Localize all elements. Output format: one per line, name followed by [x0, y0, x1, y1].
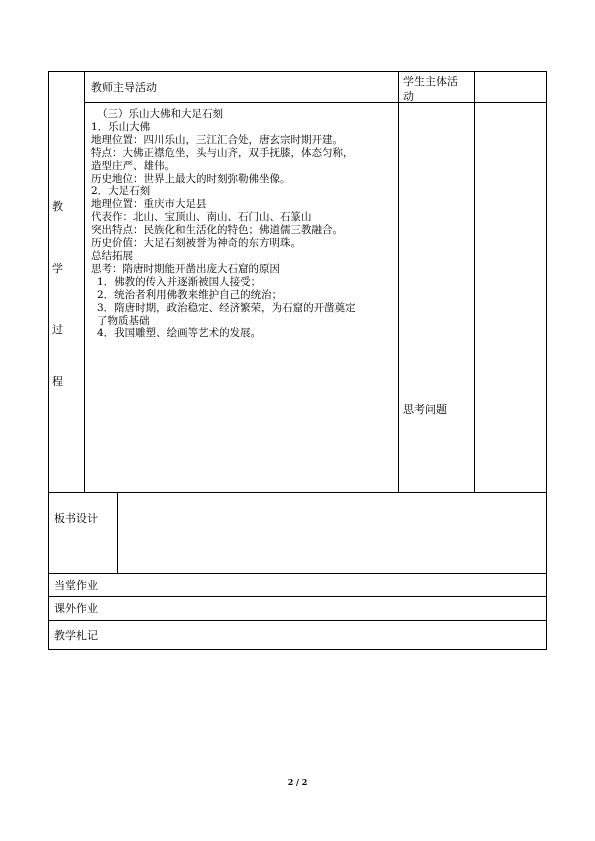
header-student-activity-line2: 动	[403, 90, 414, 103]
content-line: 突出特点：民族化和生活化的特色；佛道儒三教融合。	[91, 224, 343, 237]
header-teacher-activity: 教师主导活动	[91, 81, 157, 94]
content-line: 2．大足石刻	[91, 185, 151, 198]
content-line: 2．统治者利用佛教来维护自己的统治；	[97, 288, 283, 301]
homework-label: 课外作业	[54, 602, 98, 615]
board-row-bottom	[48, 573, 547, 574]
content-line: 代表作：北山、宝顶山、南山、石门山、石篆山	[91, 211, 312, 224]
table-border-top	[48, 71, 547, 72]
content-line: 4．我国雕塑、绘画等艺术的发展。	[97, 327, 262, 340]
classwork-row-bottom	[48, 596, 547, 597]
content-line: 地理位置：四川乐山，三江汇合处，唐玄宗时期开建。	[91, 133, 343, 146]
content-line: 历史地位：世界上最大的时刻弥勒佛坐像。	[91, 172, 291, 185]
page-number: 2 / 2	[287, 777, 308, 787]
teacher-student-divider	[398, 71, 399, 493]
board-design-label: 板书设计	[54, 512, 98, 525]
content-line: 特点：大佛正襟危坐，头与山齐，双手抚膝，体态匀称，	[91, 146, 354, 159]
teacher-activity-content	[91, 108, 396, 340]
homework-row-bottom	[48, 620, 547, 621]
content-line: 历史价值：大足石刻被誉为神奇的东方明珠。	[91, 237, 301, 250]
content-line: 1．佛教的传入并逐渐被国人接受；	[97, 275, 262, 288]
content-line: 3．隋唐时期，政治稳定、经济繁荣，为石窟的开凿奠定	[97, 301, 356, 314]
classwork-label: 当堂作业	[54, 579, 98, 592]
content-line: 总结拓展	[91, 249, 133, 262]
content-line: 了物质基础	[97, 314, 150, 327]
board-label-divider	[117, 492, 118, 574]
process-row-bottom	[48, 492, 547, 493]
process-label-char-4: 程	[52, 375, 63, 388]
table-border-right	[546, 71, 547, 650]
content-line: 地理位置：重庆市大足县	[91, 198, 207, 211]
process-label-char-3: 过	[52, 323, 63, 336]
content-line: （三）乐山大佛和大足石刻	[97, 108, 223, 120]
header-student-activity-line1: 学生主体活	[403, 75, 458, 88]
process-label-char-2: 学	[52, 262, 63, 275]
process-label-divider	[84, 71, 85, 493]
process-label-char-1: 教	[52, 200, 63, 213]
student-extra-divider	[474, 71, 475, 493]
student-activity-text: 思考问题	[403, 403, 447, 416]
table-border-left	[48, 71, 49, 650]
content-line: 造型庄严、雄伟。	[91, 159, 175, 172]
teaching-notes-label: 教学札记	[54, 629, 98, 642]
table-border-bottom	[48, 649, 547, 650]
header-row-bottom	[84, 102, 547, 103]
content-line: 思考：隋唐时期能开凿出庞大石窟的原因	[91, 262, 280, 275]
content-line: 1．乐山大佛	[91, 120, 151, 133]
